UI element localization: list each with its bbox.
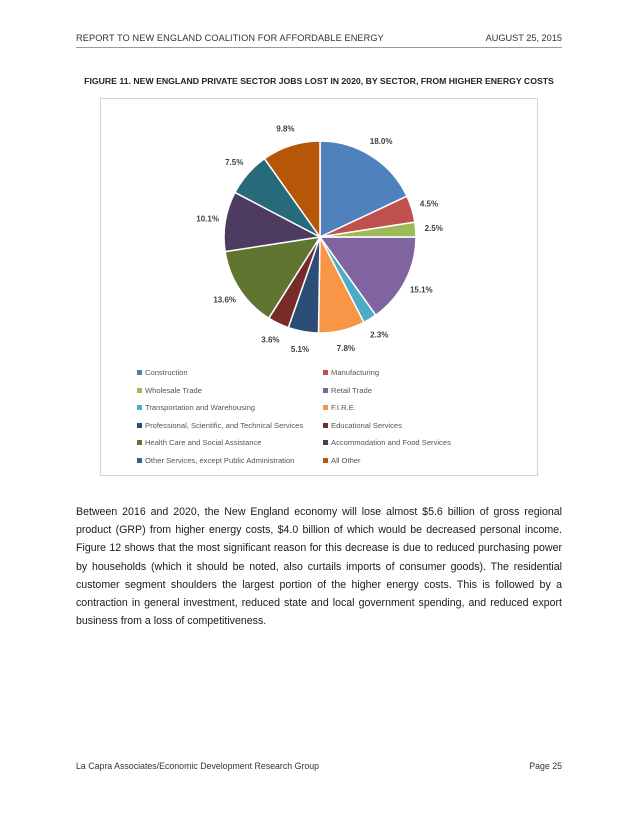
legend-swatch: [137, 458, 142, 463]
legend-label: Manufacturing: [331, 368, 380, 377]
slice-data-label: 5.1%: [290, 345, 310, 355]
slice-data-label: 15.1%: [409, 285, 433, 295]
legend-swatch: [323, 440, 328, 445]
slice-data-label: 9.8%: [276, 124, 295, 134]
legend-label: Construction: [145, 368, 188, 377]
legend-label: Retail Trade: [331, 385, 372, 395]
header-divider: [76, 47, 562, 48]
legend-label: Professional, Scientific, and Technical Services: [145, 420, 304, 430]
legend-swatch: [137, 405, 142, 410]
page-header: [76, 33, 562, 47]
slice-data-label: 3.6%: [261, 335, 280, 345]
legend-swatch: [323, 423, 328, 428]
legend-label: Transportation and Warehousing: [145, 403, 256, 413]
legend-label: Health Care and Social Assistance: [145, 438, 262, 448]
footer-page-number: Page 25: [529, 761, 562, 771]
legend-label: Other Services, except Public Administration: [145, 456, 295, 465]
header-date: AUGUST 25, 2015: [485, 33, 562, 43]
legend-label: Educational Services: [331, 420, 402, 430]
pie-chart-container: [100, 98, 538, 476]
legend-swatch: [137, 388, 142, 393]
slice-data-label: 2.3%: [370, 330, 389, 340]
slice-data-label: 4.5%: [419, 199, 439, 209]
legend-swatch: [323, 405, 328, 410]
legend-swatch: [323, 370, 328, 375]
legend-swatch: [323, 388, 328, 393]
slice-data-label: 7.5%: [225, 158, 244, 167]
footer-organization: La Capra Associates/Economic Development Research Group: [76, 761, 320, 771]
header-report-title: REPORT TO NEW ENGLAND COALITION FOR AFFORDABLE ENERGY: [76, 33, 384, 43]
legend-label: F.I.R.E.: [331, 403, 356, 413]
legend-label: Wholesale Trade: [145, 385, 202, 395]
slice-data-label: 10.1%: [196, 214, 219, 224]
legend-label: All Other: [331, 456, 361, 465]
slice-data-label: 18.0%: [369, 136, 393, 146]
slice-data-label: 2.5%: [424, 224, 443, 234]
legend-swatch: [137, 370, 142, 375]
figure-title: FIGURE 11. NEW ENGLAND PRIVATE SECTOR JOBS LOST IN 2020, BY SECTOR, FROM HIGHER ENERGY COSTS: [84, 76, 554, 86]
legend-label: Accommodation and Food Services: [331, 438, 451, 448]
body-paragraph: Between 2016 and 2020, the New England economy will lose almost $5.6 billion of gross regional product (GRP) from higher energy costs, $4.0 billion of which would be decreased personal income. Figure 12 shows that the most significant reason for this decrease is due to reduced purchasing power by households (which it should be noted, also curtails imports of consumer goods). The residential customer segment shoulders the largest portion of the higher energy costs. This is followed by a contraction in general investment, reduced state and local government spending, and reduced export business from a loss of competitiveness.: [76, 506, 562, 628]
legend-swatch: [137, 440, 142, 445]
legend-swatch: [323, 458, 328, 463]
legend-swatch: [137, 423, 142, 428]
slice-data-label: 13.6%: [213, 295, 237, 305]
slice-data-label: 7.8%: [336, 344, 356, 353]
